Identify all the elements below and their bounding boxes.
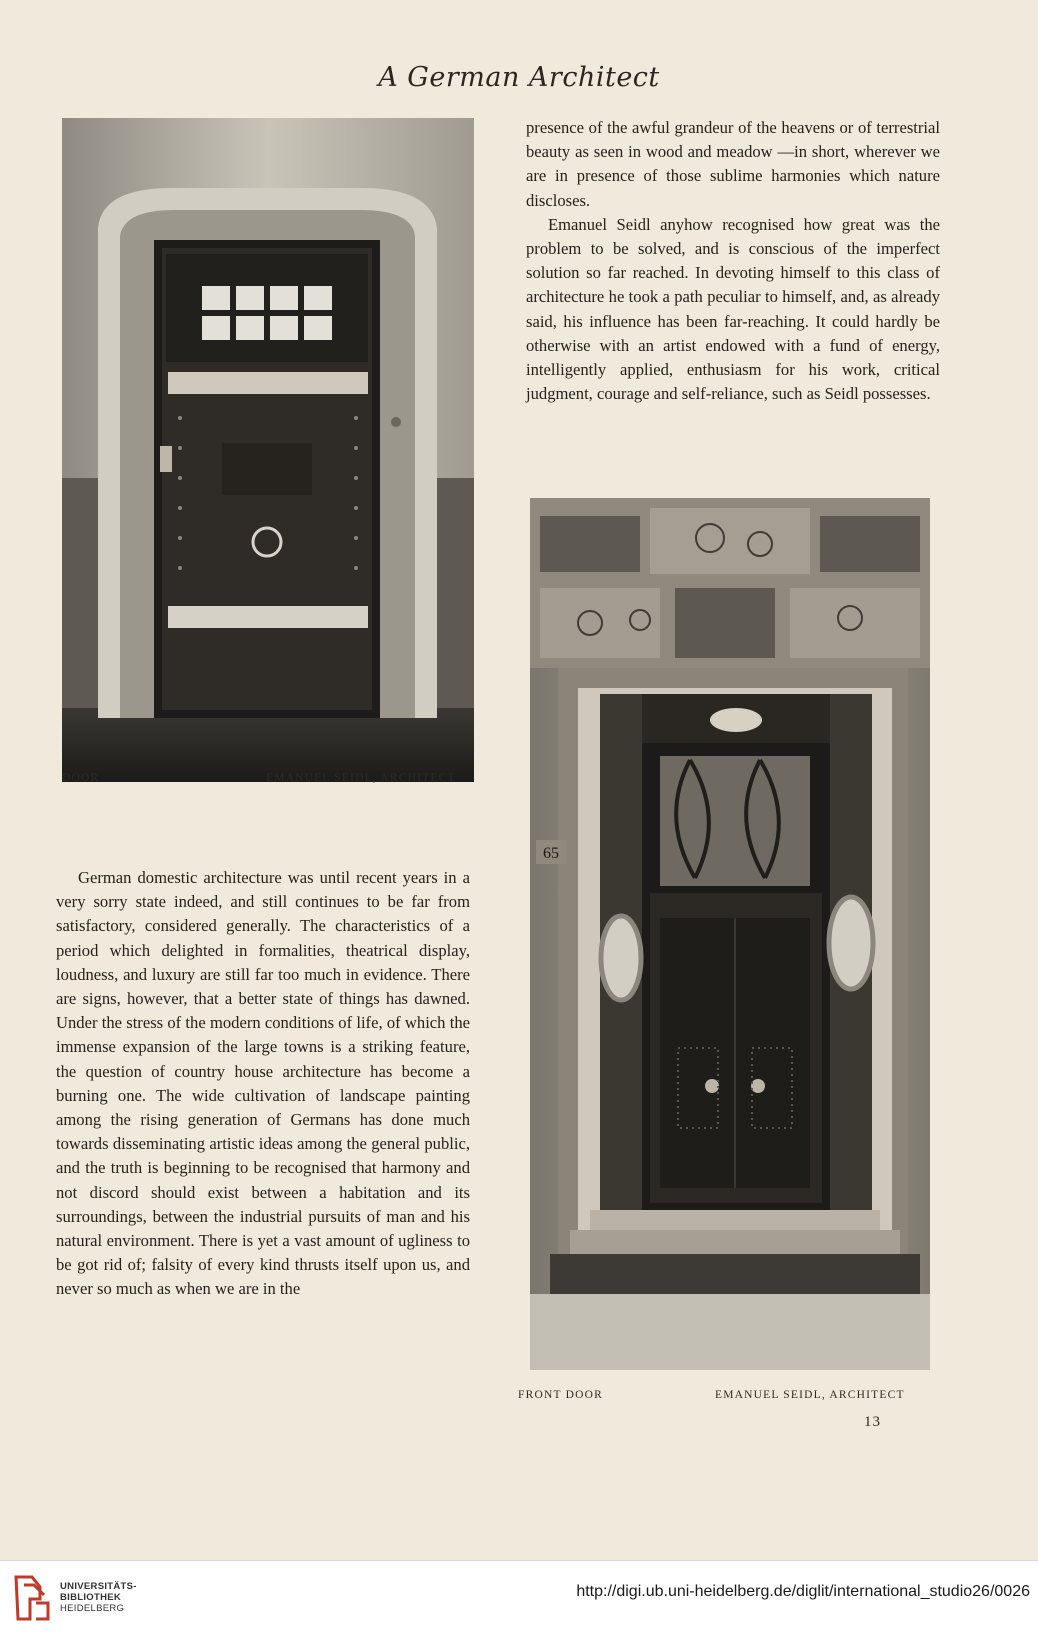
paragraph: Emanuel Seidl anyhow recognised how great was the problem to be solved, and is conscious of the imperfect solution so far reached. In devoting himself to this class of architecture he took a path peculiar to himself, and, as already said, his influence has been far-reaching. It could hardly be otherwise with an artist endowed with a fund of energy, intelligently applied, enthusiasm for his work, critical judgment, courage and self-reliance, such as Seidl possesses. <box>526 214 940 404</box>
page-number: 13 <box>864 1414 881 1430</box>
door-illustration <box>62 118 474 782</box>
digitization-footer <box>0 1560 1038 1640</box>
paragraph: German domestic architecture was until recent years in a very sorry state indeed, and still continues to be far from satisfactory, considered generally. The characteristics of a period which delighted in formalities, theatrical display, loudness, and luxury are still far too much in evidence. There are signs, however, that a better state of things has dawned. Under the stress of the modern conditions of life, of which the immense expansion of the large towns is a striking feature, the question of country house architecture has become a burning one. The wide cultivation of landscape painting among the rising generation of Germans has done much towards disseminating artistic ideas among the general public, and the truth is beginning to be recognised that harmony and not discord should exist between a habitation and its surroundings, between the industrial pursuits of man and his natural environment. There is yet a vast amount of ugliness to be got rid of; falsity of every kind thrusts itself upon us, and never so much as when we are in the <box>56 868 470 1299</box>
library-line: BIBLIOTHEK <box>60 1592 122 1603</box>
caption-title: FRONT DOOR <box>518 1389 603 1401</box>
front-door-photograph <box>530 498 930 1370</box>
left-plate-caption <box>62 772 99 784</box>
right-plate-caption <box>518 1389 603 1401</box>
library-logo-icon <box>10 1573 52 1623</box>
right-column-text <box>526 116 940 406</box>
house-number: 65 <box>543 845 559 862</box>
left-column-text <box>56 866 470 1302</box>
caption-title: DOOR <box>62 772 100 784</box>
running-head: A German Architect <box>378 62 660 93</box>
paragraph: presence of the awful grandeur of the heavens or of terrestrial beauty as seen in wood and meadow —in short, wherever we are in presence of those sublime harmonies which nature discloses. <box>526 118 940 210</box>
door-photograph <box>62 118 474 782</box>
right-plate-credit <box>715 1389 905 1401</box>
library-line: UNIVERSITÄTS- <box>60 1581 137 1592</box>
caption-credit: EMANUEL SEIDL, ARCHITECT <box>266 772 456 784</box>
library-name <box>60 1581 137 1614</box>
library-line: HEIDELBERG <box>60 1603 125 1614</box>
source-url-link[interactable]: http://digi.ub.uni-heidelberg.de/diglit/international_studio26/0026 <box>576 1583 1030 1600</box>
front-door-illustration <box>530 498 930 1370</box>
caption-credit: EMANUEL SEIDL, ARCHITECT <box>715 1389 905 1401</box>
left-plate-credit <box>266 772 456 784</box>
